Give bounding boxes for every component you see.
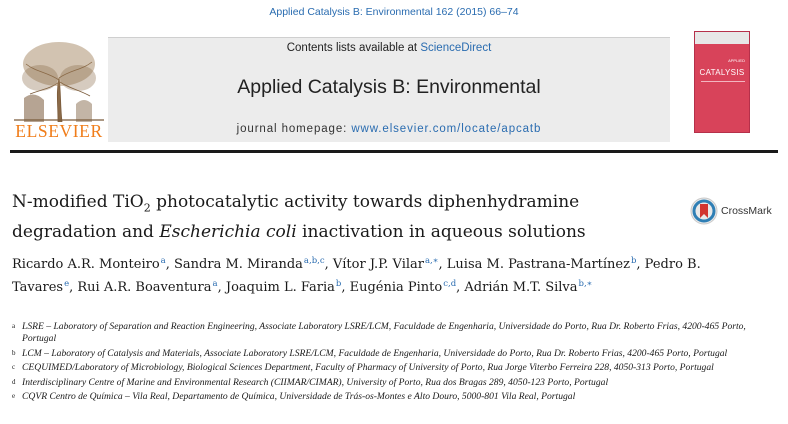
affiliation-item <box>12 377 782 389</box>
cover-subtitle: APPLIED <box>728 58 745 63</box>
author-affiliation-mark[interactable]: a,∗ <box>424 256 439 266</box>
author-affiliation-mark[interactable]: a <box>160 256 166 266</box>
affiliation-letter: a <box>12 322 16 330</box>
affiliation-letter: b <box>12 348 16 357</box>
cover-catalysis-word: CATALYSIS <box>699 68 745 77</box>
author[interactable]: Adrián M.T. Silva$^{b,∗}$ <box>464 278 593 295</box>
affiliation-item <box>12 321 782 345</box>
homepage-prefix: journal homepage: <box>236 123 352 135</box>
crossmark-icon <box>690 197 718 225</box>
elsevier-wordmark: ELSEVIER <box>15 121 103 141</box>
cover-header-band <box>695 32 749 44</box>
affiliation-list <box>12 321 782 406</box>
title-text-1: N-modified TiO <box>12 192 144 212</box>
affiliation-text: CQVR Centro de Química – Vila Real, Departamento de Química, Universidade de Trás-os-Montes e Alto Douro, 5000-801 Vila Real, Portugal <box>22 391 576 402</box>
header-divider <box>10 150 778 153</box>
crossmark-badge[interactable] <box>690 197 785 225</box>
author-affiliation-mark[interactable]: a <box>212 278 218 289</box>
author-list: Ricardo A.R. Monteiro$^a$, Sandra M. Miranda$^{a,b,c}$, Vítor J.P. Vilar$^{a,∗}$, Luisa M. Pastrana-Martínez$^b$, Pedro B. Tavares$^e$, Rui A.R. Boaventura$^a$, Joaquim L. Faria$^b$, Eugénia Pinto$^{c,d}$, Adrián M.T. Silva$^{b,∗}$ <box>12 256 701 295</box>
affiliation-text: LCM – Laboratory of Catalysis and Materials, Associate Laboratory LSRE/LCM, Faculdade de Engenharia, Universidade do Porto, Rua Dr. Roberto Frias, 4200-465 Porto, Portugal <box>22 347 728 359</box>
affiliation-text: LSRE – Laboratory of Separation and Reaction Engineering, Associate Laboratory LSRE/LCM, Faculdade de Engenharia, Universidade do Porto, Rua Dr. Roberto Frias, 4200-465 Porto, Portugal <box>22 321 746 344</box>
article-title <box>12 190 682 245</box>
title-text-3: inactivation in aqueous solutions <box>296 222 586 243</box>
journal-homepage-line <box>108 123 670 135</box>
affiliation-letter: e <box>12 392 16 400</box>
author[interactable]: Eugénia Pinto$^{c,d}$ <box>349 278 457 295</box>
journal-citation[interactable]: Applied Catalysis B: Environmental 162 (2015) 66–74 <box>269 6 519 18</box>
author[interactable]: Pedro B. Tavares$^e$ <box>12 257 701 295</box>
title-text-2: photocatalytic activity towards diphenhydramine degradation and <box>12 192 580 243</box>
affiliation-item <box>12 362 782 374</box>
affiliation-text: Interdisciplinary Centre of Marine and Environmental Research (CIIMAR/CIMAR), University of Porto, Rua dos Bragas 289, 4050-123 Porto, Portugal <box>22 376 609 388</box>
journal-homepage-link[interactable]: www.elsevier.com/locate/apcatb <box>351 123 542 135</box>
author[interactable]: Joaquim L. Faria$^b$ <box>225 278 342 295</box>
author-affiliation-mark[interactable]: a,b,c <box>303 256 325 266</box>
elsevier-logo[interactable] <box>10 38 108 142</box>
author-affiliation-mark[interactable]: b <box>335 278 342 289</box>
elsevier-tree-icon <box>14 38 104 122</box>
journal-masthead <box>108 37 670 142</box>
journal-cover-thumbnail[interactable] <box>694 31 750 133</box>
author-affiliation-mark[interactable]: e <box>64 278 70 289</box>
author[interactable]: Rui A.R. Boaventura$^a$ <box>77 278 218 295</box>
crossmark-label: CrossMark <box>721 205 772 217</box>
contents-available-line <box>108 42 670 54</box>
author[interactable]: Sandra M. Miranda$^{a,b,c}$ <box>174 256 325 272</box>
affiliation-item <box>12 348 782 360</box>
author[interactable]: Vítor J.P. Vilar$^{a,∗}$ <box>332 256 439 272</box>
sciencedirect-link[interactable]: ScienceDirect <box>420 42 492 54</box>
title-species: Escherichia coli <box>159 222 297 243</box>
author-affiliation-mark[interactable]: b,∗ <box>578 278 593 289</box>
affiliation-letter: d <box>12 377 16 386</box>
author-affiliation-mark[interactable]: b <box>630 256 637 266</box>
contents-prefix: Contents lists available at <box>286 42 421 54</box>
author-affiliation-mark[interactable]: c,d <box>443 278 457 289</box>
title-subscript: 2 <box>143 201 151 215</box>
affiliation-text: CEQUIMED/Laboratory of Microbiology, Biological Sciences Department, Faculty of Pharmacy of University of Porto, Rua Jorge Viterbo Ferreira 228, 4050-313 Porto, Portugal <box>22 362 714 373</box>
affiliation-item <box>12 391 782 403</box>
author[interactable]: Ricardo A.R. Monteiro$^a$ <box>12 256 166 272</box>
journal-title[interactable]: Applied Catalysis B: Environmental <box>237 76 541 98</box>
author[interactable]: Luisa M. Pastrana-Martínez$^b$ <box>446 256 637 272</box>
affiliation-letter: c <box>12 363 16 371</box>
cover-rule <box>701 81 745 82</box>
